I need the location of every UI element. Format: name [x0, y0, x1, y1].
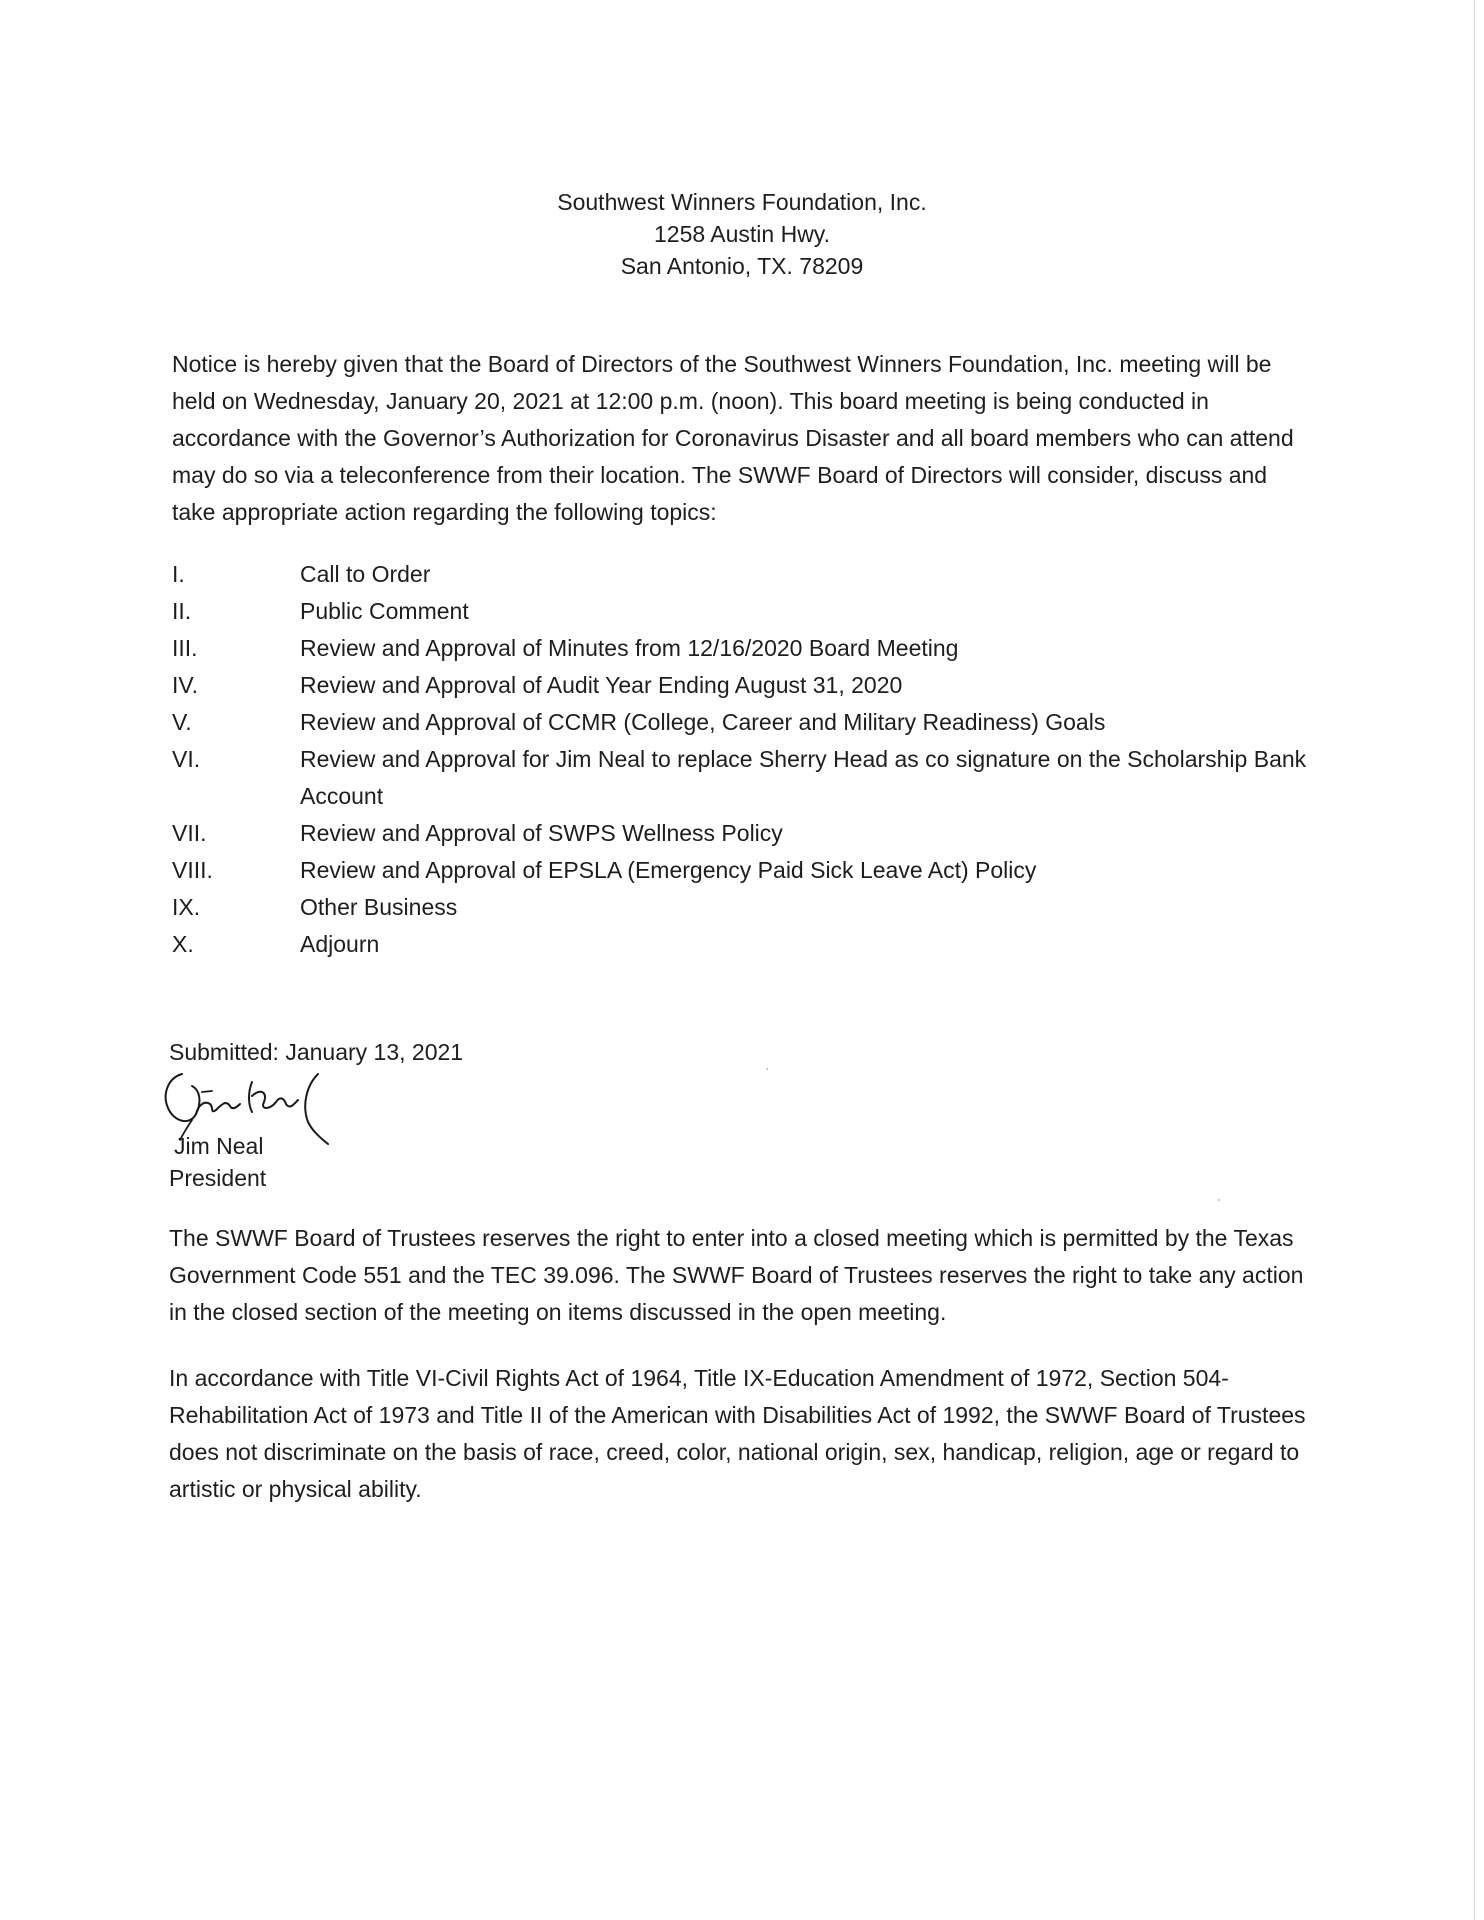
- agenda-item: [172, 704, 1307, 741]
- agenda-item-text: Review and Approval of Minutes from 12/16/2020 Board Meeting: [300, 635, 959, 661]
- street-address: 1258 Austin Hwy.: [653, 221, 830, 247]
- agenda-item: [172, 889, 1307, 926]
- agenda-item-number: VIII.: [172, 857, 213, 883]
- agenda-item-text: Adjourn: [300, 931, 380, 957]
- signer-name: Jim Neal: [174, 1133, 264, 1159]
- agenda-item: [172, 815, 1307, 852]
- agenda-item-text: Review and Approval of EPSLA (Emergency Paid Sick Leave Act) Policy: [300, 857, 1037, 883]
- agenda-item: [172, 556, 1307, 593]
- organization-name: Southwest Winners Foundation, Inc.: [557, 189, 927, 215]
- agenda-item-text: Review and Approval of CCMR (College, Career and Military Readiness) Goals: [300, 709, 1106, 735]
- letterhead: [0, 186, 1484, 282]
- agenda-item-text: Public Comment: [300, 598, 469, 624]
- agenda-item-text: Review and Approval of SWPS Wellness Policy: [300, 820, 783, 846]
- agenda-item-number: IX.: [172, 894, 201, 920]
- agenda-item: [172, 667, 1307, 704]
- scan-speck: [1218, 1199, 1220, 1201]
- scan-edge-line: [1474, 0, 1475, 1920]
- agenda-item-number: IV.: [172, 672, 199, 698]
- agenda-item-number: V.: [172, 709, 192, 735]
- agenda-item-number: II.: [172, 598, 192, 624]
- city-state-zip: San Antonio, TX. 78209: [620, 253, 864, 279]
- agenda-item-number: VI.: [172, 746, 201, 772]
- agenda-item-number: III.: [172, 635, 198, 661]
- agenda-item: [172, 852, 1307, 889]
- scan-speck: [766, 1068, 768, 1070]
- meeting-notice-paragraph: Notice is hereby given that the Board of Directors of the Southwest Winners Foundation, Inc. meeting will be held on Wednesday, January 20, 2021 at 12:00 p.m. (noon). This board meeting is being conducted in accordance with the Governor’s Authorization for Coronavirus Disaster and all board members who can attend may do so via a teleconference from their location. The SWWF Board of Directors will consider, discuss and take appropriate action regarding the following topics:: [172, 351, 1294, 525]
- submitted-date: Submitted: January 13, 2021: [169, 1039, 464, 1065]
- agenda-item-number: VII.: [172, 820, 207, 846]
- agenda-item-number: X.: [172, 931, 194, 957]
- agenda-item-text: Call to Order: [300, 561, 431, 587]
- agenda-item: [172, 741, 1307, 815]
- agenda-item: [172, 630, 1307, 667]
- agenda-item: [172, 593, 1307, 630]
- nondiscrimination-paragraph: In accordance with Title VI-Civil Rights Act of 1964, Title IX-Education Amendment of 1972, Section 504-Rehabilitation Act of 1973 and Title II of the American with Disabilities Act of 1992, the SWWF Board of Trustees does not discriminate on the basis of race, creed, color, national origin, sex, handicap, religion, age or regard to artistic or physical ability.: [169, 1365, 1306, 1502]
- signer-title: President: [169, 1165, 267, 1191]
- agenda-item-text: Review and Approval of Audit Year Ending August 31, 2020: [300, 672, 903, 698]
- agenda-item-text: Review and Approval for Jim Neal to replace Sherry Head as co signature on the Scholarship Bank Account: [300, 746, 1307, 809]
- agenda-list: [172, 556, 1307, 963]
- agenda-item-text: Other Business: [300, 894, 458, 920]
- agenda-item-number: I.: [172, 561, 185, 587]
- agenda-item: [172, 926, 1307, 963]
- closed-meeting-paragraph: The SWWF Board of Trustees reserves the right to enter into a closed meeting which is permitted by the Texas Government Code 551 and the TEC 39.096. The SWWF Board of Trustees reserves the right to take any action in the closed section of the meeting on items discussed in the open meeting.: [169, 1225, 1304, 1325]
